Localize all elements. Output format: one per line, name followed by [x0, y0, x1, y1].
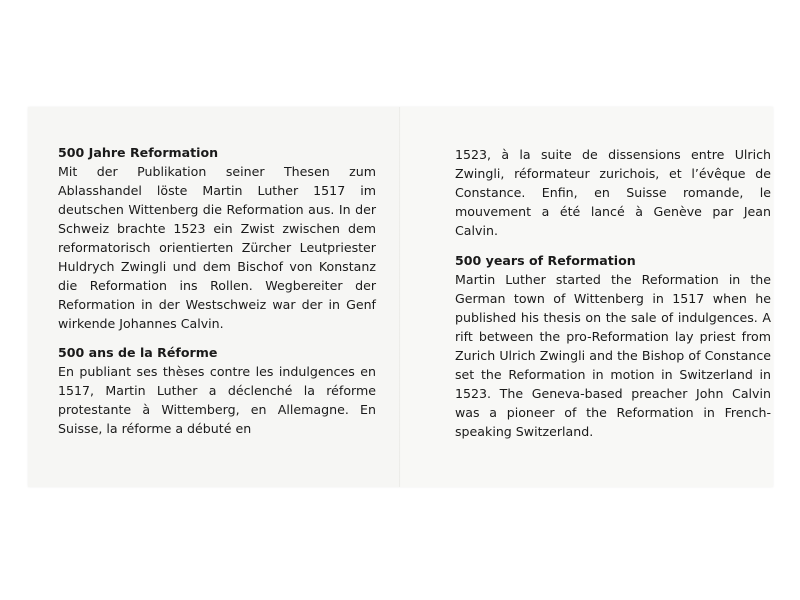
- right-page: [401, 107, 773, 487]
- german-heading: 500 Jahre Reformation: [58, 145, 219, 160]
- english-heading: 500 years of Reformation: [455, 253, 636, 268]
- french-body-part2: 1523, à la suite de dissensions entre Ulrich Zwingli, réformateur zurichois, et l’évêque de Constance. Enfin, en Suisse romande, le mouvement a été lancé à Genève par Jean Calvin.: [455, 147, 771, 238]
- left-column: [58, 143, 376, 440]
- booklet-spread: [28, 107, 773, 487]
- french-heading: 500 ans de la Réforme: [58, 345, 218, 360]
- french-body-part1: En publiant ses thèses contre les indulgences en 1517, Martin Luther a déclenché la réforme protestante à Wittemberg, en Allemagne. En Suisse, la réforme a débuté en: [58, 364, 376, 436]
- right-column: [455, 145, 771, 443]
- german-body: Mit der Publikation seiner Thesen zum Ablasshandel löste Martin Luther 1517 im deutschen Wittenberg die Reformation aus. In der Schweiz brachte 1523 ein Zwist zwischen dem reformatorisch orientierten Zürcher Leutpriester Huldrych Zwingli und dem Bischof von Konstanz die Reformation ins Rollen. Wegbereiter der Reformation in der Westschweiz war der in Genf wirkende Johannes Calvin.: [58, 164, 376, 331]
- english-body: Martin Luther started the Reformation in the German town of Wittenberg in 1517 when he published his thesis on the sale of indulgences. A rift between the pro-Reformation lay priest from Zurich Ulrich Zwingli and the Bishop of Constance set the Reformation in motion in Switzerland in 1523. The Geneva-based preacher John Calvin was a pioneer of the Reformation in French-speaking Switzerland.: [455, 272, 771, 439]
- left-page: [28, 107, 400, 487]
